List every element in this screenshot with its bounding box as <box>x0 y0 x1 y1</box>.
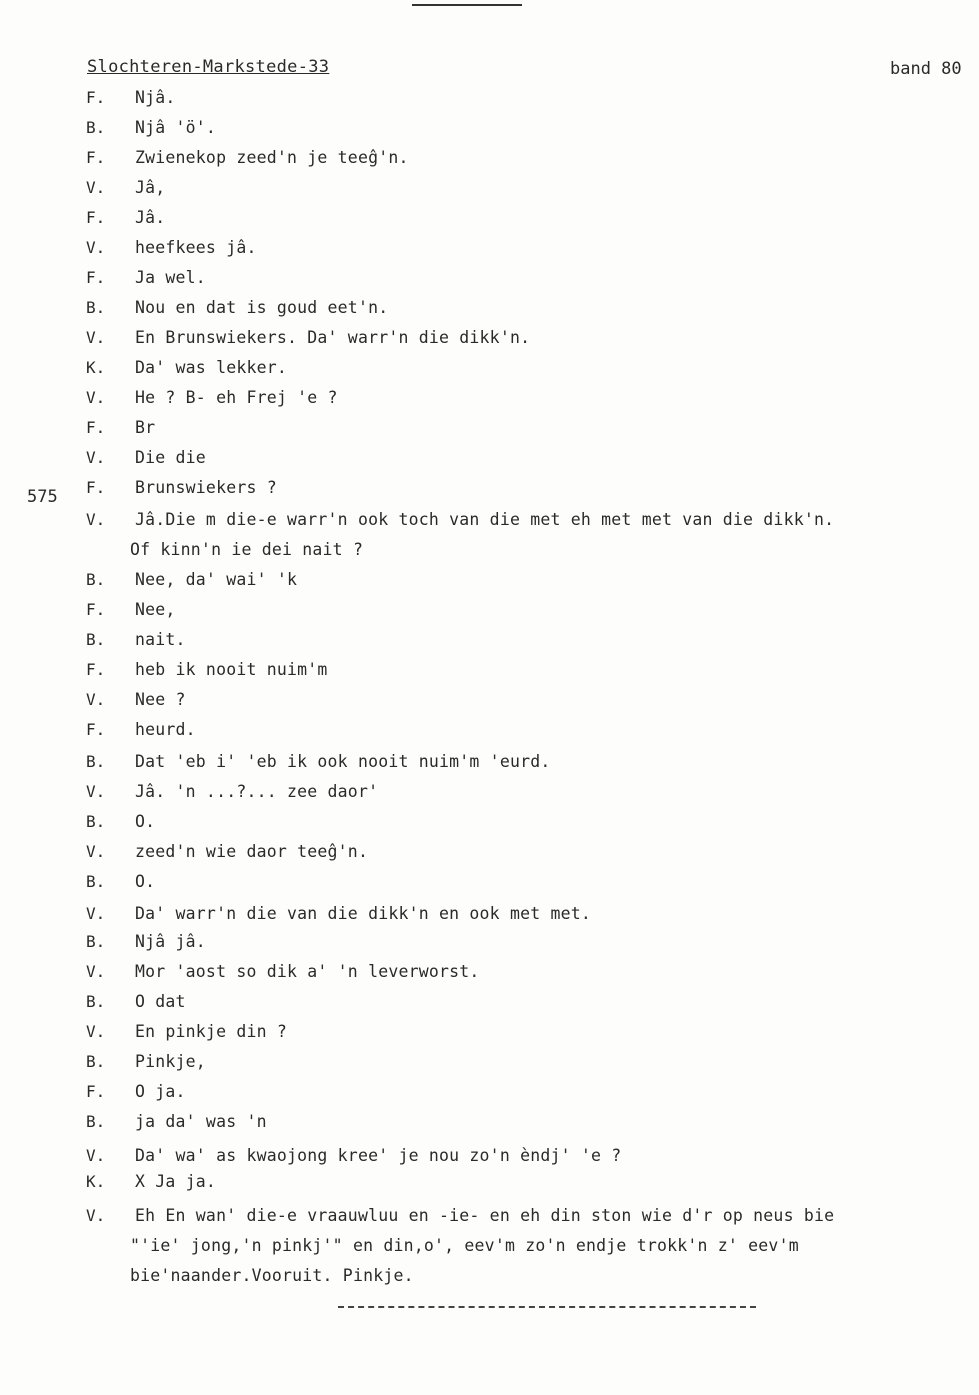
utterance-text: O ja. <box>135 1082 186 1101</box>
speaker-label: F. <box>86 268 106 287</box>
utterance-text: heefkees jâ. <box>135 238 257 257</box>
speaker-label: V. <box>86 328 106 347</box>
margin-line-number: 575 <box>27 487 58 507</box>
transcript-line <box>0 88 979 118</box>
transcript-line <box>0 1172 979 1202</box>
document-title: Slochteren-Markstede-33 <box>87 57 330 77</box>
speaker-label: B. <box>86 630 106 649</box>
transcript-line <box>0 1266 979 1296</box>
transcript-line <box>0 782 979 812</box>
utterance-text: En Brunswiekers. Da' warr'n die dikk'n. <box>135 328 531 347</box>
top-rule <box>412 4 522 6</box>
transcript-line <box>0 1022 979 1052</box>
transcript-line <box>0 962 979 992</box>
utterance-text: En pinkje din ? <box>135 1022 288 1041</box>
speaker-label: F. <box>86 208 106 227</box>
speaker-label: F. <box>86 478 106 497</box>
transcript-line <box>0 148 979 178</box>
utterance-text: Die die <box>135 448 206 467</box>
speaker-label: V. <box>86 448 106 467</box>
transcript-line <box>0 1206 979 1236</box>
transcript-line <box>0 540 979 570</box>
transcript-line <box>0 842 979 872</box>
utterance-text: Mor 'aost so dik a' 'n leverworst. <box>135 962 480 981</box>
speaker-label: B. <box>86 118 106 137</box>
transcript-line <box>0 1236 979 1266</box>
utterance-continuation: Of kinn'n ie dei nait ? <box>130 540 364 559</box>
speaker-label: B. <box>86 570 106 589</box>
utterance-text: Njâ jâ. <box>135 932 206 951</box>
speaker-label: V. <box>86 904 106 923</box>
utterance-text: Njâ 'ö'. <box>135 118 217 137</box>
speaker-label: B. <box>86 1112 106 1131</box>
utterance-text: Jâ. 'n ...?... zee daor' <box>135 782 379 801</box>
transcript-line <box>0 992 979 1022</box>
speaker-label: B. <box>86 812 106 831</box>
utterance-text: Dat 'eb i' 'eb ik ook nooit nuim'm 'eurd. <box>135 752 551 771</box>
utterance-text: Njâ. <box>135 88 176 107</box>
speaker-label: F. <box>86 418 106 437</box>
speaker-label: F. <box>86 88 106 107</box>
transcript-line <box>0 690 979 720</box>
speaker-label: V. <box>86 510 106 529</box>
end-rule <box>338 1306 756 1308</box>
utterance-text: Br <box>135 418 156 437</box>
utterance-text: Eh En wan' die-e vraauwluu en -ie- en eh din ston wie d'r op neus bie <box>135 1206 835 1225</box>
speaker-label: B. <box>86 298 106 317</box>
speaker-label: F. <box>86 148 106 167</box>
utterance-text: He ? B- eh Frej 'e ? <box>135 388 338 407</box>
transcript-line <box>0 600 979 630</box>
speaker-label: V. <box>86 388 106 407</box>
speaker-label: V. <box>86 690 106 709</box>
band-label: band 80 <box>890 59 962 79</box>
transcript-line <box>0 720 979 750</box>
utterance-text: Brunswiekers ? <box>135 478 277 497</box>
transcript-line <box>0 510 979 540</box>
utterance-text: heb ik nooit nuim'm <box>135 660 328 679</box>
speaker-label: V. <box>86 1146 106 1165</box>
utterance-text: O dat <box>135 992 186 1011</box>
transcript-line <box>0 630 979 660</box>
transcript-line <box>0 932 979 962</box>
speaker-label: B. <box>86 1052 106 1071</box>
transcript-line <box>0 268 979 298</box>
speaker-label: B. <box>86 752 106 771</box>
utterance-text: Pinkje, <box>135 1052 206 1071</box>
transcript-line <box>0 904 979 934</box>
utterance-continuation: "'ie' jong,'n pinkj'" en din,o', eev'm zo'n endje trokk'n z' eev'm <box>130 1236 799 1255</box>
speaker-label: V. <box>86 238 106 257</box>
transcript-line <box>0 238 979 268</box>
speaker-label: F. <box>86 600 106 619</box>
transcript-line <box>0 570 979 600</box>
transcript-line <box>0 328 979 358</box>
speaker-label: V. <box>86 782 106 801</box>
utterance-text: O. <box>135 872 156 891</box>
utterance-text: Jâ.Die m die-e warr'n ook toch van die met eh met met van die dikk'n. <box>135 510 835 529</box>
utterance-text: nait. <box>135 630 186 649</box>
utterance-text: O. <box>135 812 156 831</box>
speaker-label: V. <box>86 178 106 197</box>
speaker-label: B. <box>86 992 106 1011</box>
utterance-text: Jâ. <box>135 208 166 227</box>
utterance-text: Da' wa' as kwaojong kree' je nou zo'n èndj' 'e ? <box>135 1146 622 1165</box>
utterance-text: Zwienekop zeed'n je teeĝ'n. <box>135 148 409 167</box>
transcript-line <box>0 208 979 238</box>
transcript-line <box>0 178 979 208</box>
utterance-text: Nee ? <box>135 690 186 709</box>
speaker-label: F. <box>86 1082 106 1101</box>
speaker-label: B. <box>86 872 106 891</box>
utterance-text: heurd. <box>135 720 196 739</box>
transcript-line <box>0 872 979 902</box>
transcript-line <box>0 388 979 418</box>
transcript-line <box>0 1052 979 1082</box>
speaker-label: K. <box>86 1172 106 1191</box>
transcript-line <box>0 478 979 508</box>
transcript-line <box>0 448 979 478</box>
speaker-label: B. <box>86 932 106 951</box>
transcript-line <box>0 418 979 448</box>
utterance-text: zeed'n wie daor teeĝ'n. <box>135 842 369 861</box>
transcript-line <box>0 1112 979 1142</box>
transcript-line <box>0 812 979 842</box>
utterance-text: Nee, <box>135 600 176 619</box>
speaker-label: V. <box>86 962 106 981</box>
utterance-text: Ja wel. <box>135 268 206 287</box>
utterance-text: Nee, da' wai' 'k <box>135 570 298 589</box>
transcript-line <box>0 298 979 328</box>
utterance-continuation: bie'naander.Vooruit. Pinkje. <box>130 1266 414 1285</box>
speaker-label: V. <box>86 1206 106 1225</box>
speaker-label: F. <box>86 720 106 739</box>
utterance-text: Jâ, <box>135 178 166 197</box>
utterance-text: Nou en dat is goud eet'n. <box>135 298 389 317</box>
transcript-line <box>0 118 979 148</box>
utterance-text: X Ja ja. <box>135 1172 217 1191</box>
utterance-text: ja da' was 'n <box>135 1112 267 1131</box>
transcript-line <box>0 752 979 782</box>
speaker-label: F. <box>86 660 106 679</box>
utterance-text: Da' warr'n die van die dikk'n en ook met met. <box>135 904 592 923</box>
speaker-label: V. <box>86 842 106 861</box>
transcript-line <box>0 660 979 690</box>
speaker-label: V. <box>86 1022 106 1041</box>
speaker-label: K. <box>86 358 106 377</box>
transcript-line <box>0 358 979 388</box>
utterance-text: Da' was lekker. <box>135 358 288 377</box>
transcript-line <box>0 1082 979 1112</box>
